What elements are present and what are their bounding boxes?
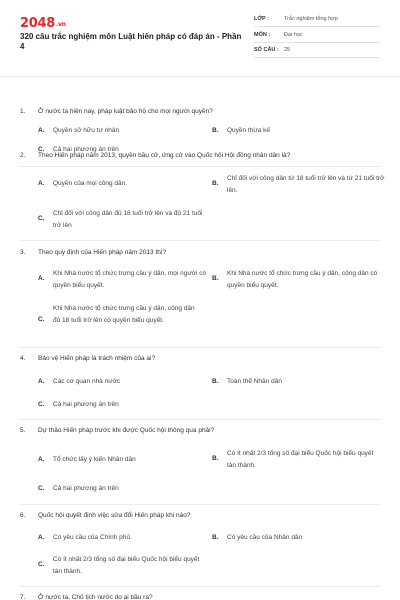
question-separator (20, 504, 380, 505)
question-separator (20, 240, 380, 241)
option-text: Có yêu cầu của Chính phủ. (53, 534, 132, 541)
answer-option-a[interactable] (38, 378, 208, 392)
option-text: Quyền thừa kế (227, 127, 271, 134)
answer-option-a[interactable] (38, 534, 208, 548)
question-text: Theo Hiến pháp năm 2013, quyền bầu cử, ứng cử vào Quốc hội Hội đồng nhân dân là? (38, 152, 291, 159)
option-letter: C. (38, 561, 45, 568)
option-text: Cả hai phương án trên (53, 401, 119, 408)
option-text: Toàn thể Nhân dân (227, 378, 282, 385)
answer-option-b[interactable] (212, 127, 382, 141)
meta-class-row (254, 14, 380, 27)
option-letter: C. (38, 146, 45, 153)
document-header (0, 0, 400, 78)
logo-suffix: .vn (55, 21, 66, 28)
question-separator (20, 419, 380, 420)
answer-option-c[interactable] (38, 401, 208, 415)
option-letter: C. (38, 316, 45, 323)
answer-option-b[interactable] (212, 534, 382, 548)
site-logo[interactable] (20, 16, 66, 31)
option-text: Khi Nhà nước tổ chức trưng cầu ý dân, công dân đủ 18 tuổi trở lên có quyền biểu quyết. (53, 305, 195, 324)
question-separator (20, 586, 380, 587)
option-letter: B. (212, 455, 219, 462)
answer-option-b[interactable] (212, 378, 382, 392)
answer-option-a[interactable] (38, 268, 208, 294)
meta-label: LỚP : (254, 16, 269, 22)
option-text: Cả hai phương án trên (53, 146, 119, 153)
option-text: Cả hai phương án trên (53, 485, 119, 492)
option-letter: B. (212, 378, 219, 385)
meta-label: SỐ CÂU : (254, 47, 279, 53)
answer-option-c[interactable] (38, 208, 208, 234)
option-text: Quyền sở hữu tư nhân (53, 127, 120, 134)
answer-option-b[interactable] (212, 173, 385, 199)
question-text: Ở nước ta hiện nay, pháp luật bảo hộ cho mọi người quyền? (38, 108, 213, 115)
question-number: 6. (20, 512, 26, 519)
option-letter: A. (38, 378, 45, 385)
question-number: 3. (20, 249, 26, 256)
option-letter: A. (38, 534, 45, 541)
logo-text: 2048 (20, 16, 55, 31)
question-text: Quốc hội quyết định việc sửa đổi Hiến pháp khi nào? (38, 512, 191, 519)
option-text: Chỉ đối với công dân từ 18 tuổi trở lên và từ 21 tuổi trở lên. (227, 175, 385, 194)
question-separator (20, 347, 380, 348)
meta-subject-row (254, 30, 380, 43)
option-letter: B. (212, 275, 219, 282)
answer-option-c[interactable] (38, 303, 208, 341)
option-letter: B. (212, 534, 219, 541)
option-text: Có ít nhất 2/3 tổng số đại biểu Quốc hội biểu quyết tán thành. (227, 450, 374, 469)
option-letter: C. (38, 485, 45, 492)
option-letter: B. (212, 127, 219, 134)
option-letter: C. (38, 215, 45, 222)
question-number: 5. (20, 427, 26, 434)
question-text: Dự thảo Hiến pháp trước khi được Quốc hội thông qua phải? (38, 427, 215, 434)
option-text: Có ít nhất 2/3 tổng số đại biểu Quốc hội biểu quyết tán thành. (53, 556, 200, 575)
answer-option-a[interactable] (38, 180, 208, 194)
question-number: 7. (20, 594, 26, 600)
question-number: 1. (20, 108, 26, 115)
answer-option-b[interactable] (212, 448, 382, 474)
option-text: Có yêu cầu của Nhân dân (227, 534, 303, 541)
option-text: Tổ chức lấy ý kiến Nhân dân (53, 456, 136, 463)
answer-option-b[interactable] (212, 268, 382, 294)
option-letter: A. (38, 127, 45, 134)
meta-value: 25 (284, 47, 291, 53)
question-text: Ở nước ta, Chủ tịch nước do ai bầu ra? (38, 594, 153, 600)
meta-value: Đại học (284, 32, 303, 38)
document-title: 320 câu trắc nghiệm môn Luật hiến pháp có đáp án - Phần 4 (20, 32, 242, 51)
option-text: Khi Nhà nước tổ chức trưng cầu ý dân, mọi người có quyền biểu quyết. (53, 270, 207, 289)
meta-value: Trắc nghiệm tổng hợp (284, 16, 338, 22)
option-letter: A. (38, 456, 45, 463)
option-text: Khi Nhà nước tổ chức trưng cầu ý dân, công dân có quyền biểu quyết. (227, 270, 378, 289)
option-letter: B. (212, 180, 219, 187)
option-letter: A. (38, 275, 45, 282)
answer-option-a[interactable] (38, 456, 208, 470)
option-text: Quyền của mọi công dân. (53, 180, 128, 187)
option-text: Chỉ đối với công dân đủ 18 tuổi trở lên và đủ 21 tuổi trở lên (53, 210, 203, 229)
meta-count-row (254, 45, 380, 58)
meta-label: MÔN : (254, 32, 271, 38)
option-letter: A. (38, 180, 45, 187)
question-text: Theo quy định của Hiến pháp năm 2013 thì? (38, 249, 167, 256)
answer-option-a[interactable] (38, 127, 208, 141)
question-separator (20, 166, 380, 167)
answer-option-c[interactable] (38, 554, 208, 580)
question-number: 2. (20, 152, 26, 159)
option-letter: C. (38, 401, 45, 408)
header-divider (0, 76, 400, 77)
question-text: Bảo vệ Hiến pháp là trách nhiệm của ai? (38, 355, 156, 362)
answer-option-c[interactable] (38, 485, 208, 499)
option-text: Các cơ quan nhà nước (53, 378, 121, 385)
question-number: 4. (20, 355, 26, 362)
